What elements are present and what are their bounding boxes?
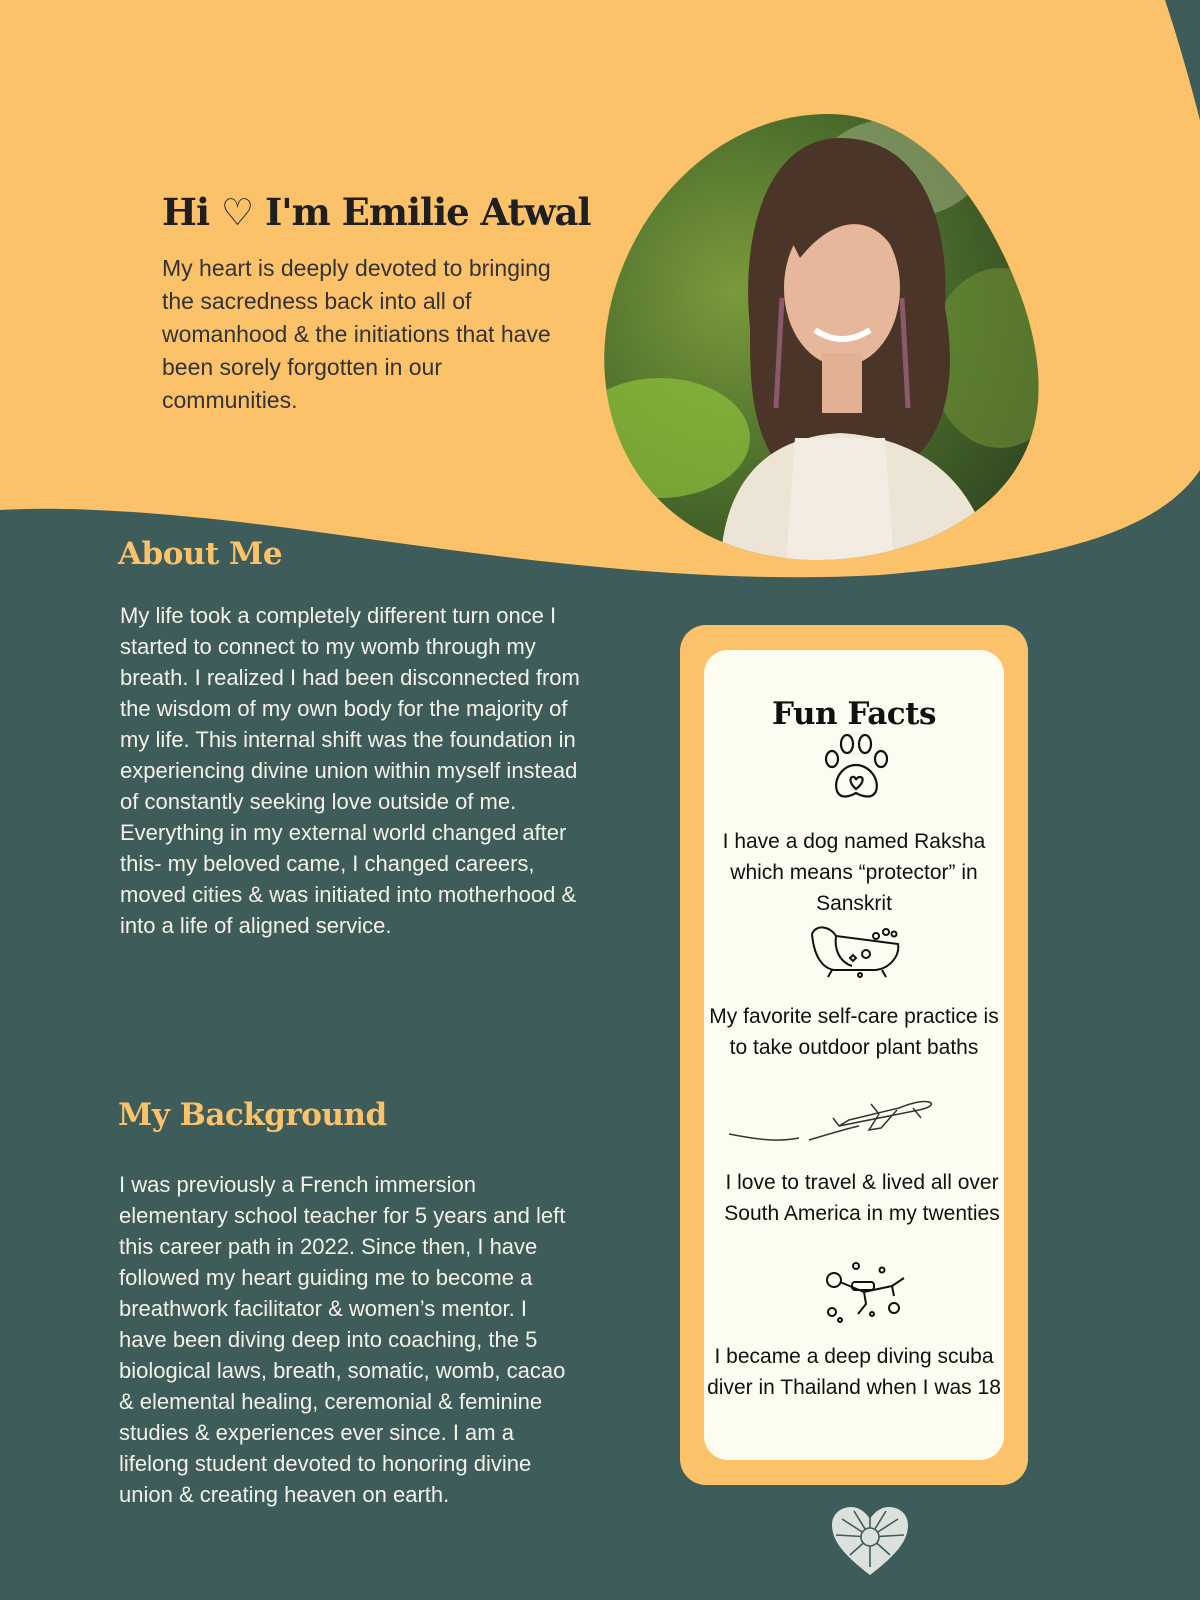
background-text: I was previously a French immersion elementary school teacher for 5 years and left this career path in 2022. Since then, I have followed my heart guiding me to become a breathwork facilitator & women’s mentor. I have been diving deep into coaching, the 5 biological laws, breath, somatic, womb, cacao & elemental healing, ceremonial & feminine studies & experiences ever since. I am a lifelong student devoted to honoring divine union & creating heaven on earth.	[119, 1172, 566, 1507]
bathtub-icon	[806, 920, 906, 980]
fun-facts-card	[680, 625, 1028, 1485]
hero-title: Hi ♡ I'm Emilie Atwal	[162, 190, 591, 234]
about-text: My life took a completely different turn once I started to connect to my womb through my breath. I realized I had been disconnected from the wisdom of my own body for the majority of my life. This internal shift was the foundation in experiencing divine union within myself instead of constantly seeking love outside of me. Everything in my external world changed after this- my beloved came, I changed careers, moved cities & was initiated into motherhood & into a life of aligned service.	[120, 603, 580, 938]
airplane-icon	[729, 1100, 939, 1148]
paw-icon	[819, 733, 895, 803]
background-heading: My Background	[118, 1097, 387, 1133]
fun-facts-title: Fun Facts	[772, 696, 936, 732]
about-heading: About Me	[118, 536, 283, 572]
fact-text-travel: I love to travel & lived all over South America in my twenties	[724, 1171, 1000, 1225]
fun-facts-inner	[704, 650, 1004, 1460]
heart-icon	[832, 1507, 908, 1577]
hero-intro-text: My heart is deeply devoted to bringing the sacredness back into all of womanhood & the initiations that have been sorely forgotten in our communities.	[162, 255, 551, 413]
fact-text-dog: I have a dog named Raksha which means “protector” in Sanskrit	[722, 830, 986, 915]
fact-text-bath: My favorite self-care practice is to take outdoor plant baths	[709, 1005, 999, 1059]
portrait-photo	[600, 108, 1050, 568]
fact-text-scuba: I became a deep diving scuba diver in Thailand when I was 18	[707, 1345, 1001, 1399]
scuba-diver-icon	[822, 1262, 908, 1324]
